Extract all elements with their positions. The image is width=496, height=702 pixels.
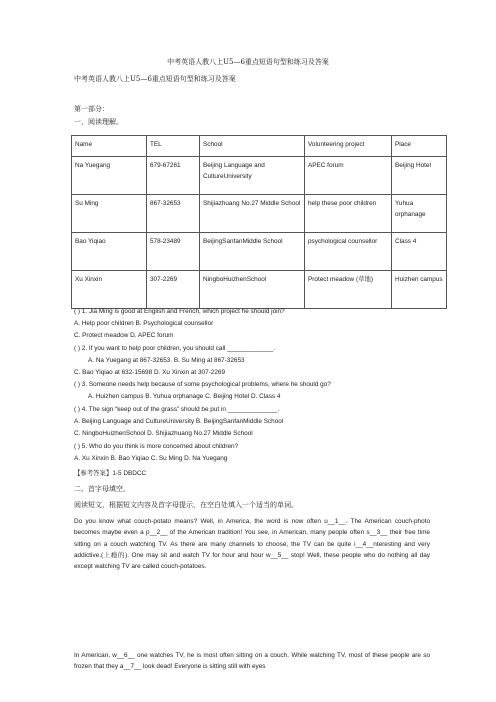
question-5-options: A. Xu Xinxin B. Bao Yiqiao C. Su Ming D. Na Yuegang [74,455,228,462]
table-header-cell: Volunteering project [305,136,392,157]
table-cell: Huizhen campus [392,271,447,309]
table-row [72,233,447,271]
volunteer-table [71,135,447,309]
passage-paragraph-1: Do you know what couch-potato means? Well, in America, the word is now often u__1__. The American couch-photo becomes maybe even a p__2__ of the American tradition! You see, in American, many people often s__3__ their free time sitting on a couch watching TV. As there are many channels to choose, the TV can be quite i__4__nteresting and very addictive.(上瘾的). One may sit and watch TV for hour and hour w__5__ stop! Well, these people who do nothing all day except watching TV are called couch-potatoes. [74,518,430,571]
document-subtitle: 中考英语人教八上U5—6重点短语句型和练习及答案 [74,75,236,83]
table-cell: Na Yuegang [72,157,147,195]
table-cell: 867-32653 [147,195,200,233]
table-cell: 679-67261 [147,157,200,195]
table-header-cell: Name [72,136,147,157]
question-4: ( ) 4. The sign “keep out of the grass” should be put in ______________. [74,406,280,413]
question-3: ( ) 3. Someone needs help because of some psychological problems, where he should go? [74,381,331,388]
table-cell: Bao Yiqiao [72,233,147,271]
table-cell: Su Ming [72,195,147,233]
table-cell: 307-2269 [147,271,200,309]
cloze-instruction: 阅读短文，根据短文内容及首字母提示，在空白处填入一个适当的单词。 [74,501,298,509]
table-cell: APEC forum [305,157,392,195]
table-row [72,271,447,309]
table-header-cell: School [200,136,305,157]
section-heading-reading: 一、阅读理解。 [74,118,123,126]
table-header-row [72,136,447,157]
table-cell: Beijing Language and CultureUniversity [200,157,305,195]
table-cell: help these poor children [305,195,392,233]
table-cell: Xu Xinxin [72,271,147,309]
section-heading-cloze: 二、首字母填空。 [74,485,130,493]
question-2-options-ab: A. Na Yuegang at 867-32653. B. Su Ming at 867-32653 [88,357,245,364]
document-title: 中考英语人教八上U5—6重点短语句型和练习及答案 [167,58,329,66]
table-cell: Beijing Hotel [392,157,447,195]
question-4-options-cd: C. NingboHuizhenSchool D. Shijiazhuang No.27 Middle School [74,430,253,437]
question-4-options-ab: A. Beijing Language and CultureUniversity B. BeijingSanfanMiddle School [74,418,284,425]
table-cell: Class 4 [392,233,447,271]
part-heading: 第一部分： [74,105,109,113]
question-3-options: A. Huizhen campus B. Yuhua orphanage C. Beijing Hotel D. Class 4 [88,393,281,400]
table-cell: Protect meadow (草地) [305,271,392,309]
table-cell: Shijiazhuang No.27 Middle School [200,195,305,233]
table-cell: NingboHuizhenSchool [200,271,305,309]
table-header-cell: Place [392,136,447,157]
answer-key: 【参考答案】1-5 DBDCC [74,470,147,477]
table-cell: BeijingSanfanMiddle School [200,233,305,271]
question-1-options-cd: C. Protect meadow D. APEC forum [74,332,174,339]
passage-paragraph-2: In American, w__6__ one watches TV, he is most often sitting on a couch. While watching TV, most of these people are so frozen that they a__7__ look dead! Everyone is sitting still with eyes [74,652,430,671]
question-1: ( ) 1. Jia Ming is good at English and French, which project he should join? [74,308,285,315]
question-2: ( ) 2. If you want to help poor children, you should call _____________. [74,345,276,352]
table-header-cell: TEL [147,136,200,157]
question-5: ( ) 5. Who do you think is more concerned about children? [74,443,239,450]
table-cell: psychological counsellor [305,233,392,271]
question-1-options-ab: A. Help poor children B. Psychological counsellor [74,320,214,327]
question-2-options-cd: C. Bao Yiqiao at 632-15698 D. Xu Xinxin at 307-2269 [74,369,225,376]
table-row [72,157,447,195]
table-cell: 578-23489 [147,233,200,271]
table-row [72,195,447,233]
table-cell: Yuhua orphanage [392,195,447,233]
